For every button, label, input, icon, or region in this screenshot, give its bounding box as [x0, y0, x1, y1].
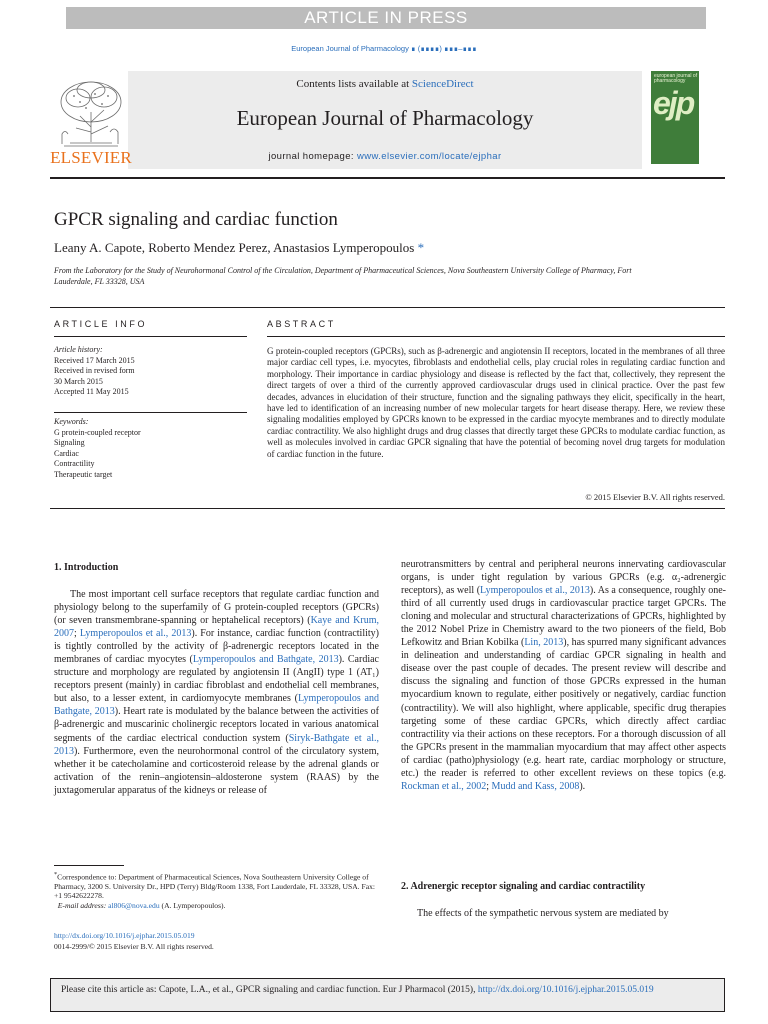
history-item: Received in revised form [54, 366, 135, 376]
citation-link[interactable]: Kaye and Krum, 2007 [54, 615, 379, 640]
section-heading: 2. Adrenergic receptor signaling and cardiac contractility [401, 881, 646, 892]
citation-link[interactable]: Siryk-Bathgate et al., 2013 [54, 732, 379, 757]
abstract-rule [267, 336, 725, 337]
header-rule [50, 177, 725, 179]
citation-link[interactable]: Rockman et al., 2002 [401, 780, 487, 792]
history-item: 30 March 2015 [54, 376, 103, 386]
doi-link[interactable]: http://dx.doi.org/10.1016/j.ejphar.2015.05.019 [54, 931, 195, 940]
article-title: GPCR signaling and cardiac function [54, 209, 338, 230]
journal-reference: European Journal of Pharmacology ∎ (∎∎∎∎) ∎∎∎–∎∎∎ [291, 44, 477, 53]
abstract-text: G protein-coupled receptors (GPCRs), such as β-adrenergic and angiotensin II receptors, located in the membranes of all three major cardiac cell types, i.e. myocytes, fibroblasts and endothelial cells, play crucial roles in regulating cardiac function and morphology. Their importance in cardiac physiology and disease is reflected by the fact that, collectively, they represent the direct targets of over a third of the currently approved cardiovascular drugs used in clinical practice. Over the past few decades, advances in elucidation of their structure, function and the signaling pathways they elicit, specifically in the heart, have led to identification of an increasing number of new molecular targets for heart disease therapy. Here, we review these signaling modalities employed by GPCRs known to be expressed in the cardiac myocyte membranes and to directly modulate cardiac contractility. We also highlight drugs and drug classes that directly target these GPCRs to modulate cardiac function, as well as molecules involved in cardiac GPCR signaling that have the potential of becoming novel drug targets for modulation of cardiac function in the future. [267, 346, 725, 459]
section-heading: 1. Introduction [54, 562, 119, 573]
cover-title: european journal of pharmacology [654, 73, 698, 84]
affiliation: From the Laboratory for the Study of Neurohormonal Control of the Circulation, Department of Pharmaceutical Sciences, Nova Southeastern University College of Pharmacy, Fort Lauderdale, FL 33328, USA [54, 266, 632, 286]
citation-box [50, 978, 725, 1012]
elsevier-logo-text: ELSEVIER [50, 148, 132, 167]
section2-paragraph: The effects of the sympathetic nervous system are mediated by [417, 908, 669, 919]
journal-cover-thumbnail [651, 71, 699, 164]
doi-block [54, 931, 214, 952]
citation-link[interactable]: Lymperopoulos and Bathgate, 2013 [54, 693, 379, 718]
email-suffix: (A. Lymperopoulos). [159, 900, 226, 910]
body-text: ). For instance, cardiac function (contractility) is tightly controlled by the activity of β-adrenergic receptors located in the membranes of cardiac myocytes ( [54, 628, 379, 666]
body-text: neurotransmitters by central and peripheral neurons innervating cardiovascular organs, is under tight regulation by various GPCRs (e.g. α₂-adrenergic receptors), as well ( [401, 559, 726, 597]
sciencedirect-link[interactable]: ScienceDirect [411, 78, 474, 90]
journal-homepage [128, 151, 642, 162]
keyword: G protein-coupled receptor [54, 427, 141, 437]
body-text: ). As a consequence, roughly one-third of all currently used drugs in cardiovascular practice target GPCRs. The cloning and molecular and structural characterizations of GPCRs, highlighted by the 2012 Nobel Prize in Chemistry award to the two pioneers of the field, Bob Lefkowitz and Brian Kobilka ( [401, 585, 726, 649]
journal-title: European Journal of Pharmacology [236, 106, 534, 130]
citation-text: Please cite this article as: Capote, L.A., et al., GPCR signaling and cardiac function. Eur J Pharmacol (2015), [61, 985, 478, 995]
email-link[interactable]: al806@nova.edu [108, 900, 160, 910]
correspondence-footnote [54, 870, 384, 910]
body-text: ). Heart rate is modulated by the balance between the activities of β-adrenergic and muscarinic cholinergic receptors located in various anatomical segments of the cardiac electrical conduction system ( [54, 706, 379, 744]
body-column-left [54, 588, 379, 797]
abstract-bottom-rule [50, 508, 725, 509]
author-list [54, 240, 424, 256]
homepage-prefix: journal homepage: [268, 151, 357, 162]
front-matter-rule [50, 307, 725, 308]
abstract-heading: ABSTRACT [267, 319, 336, 329]
keyword: Therapeutic target [54, 469, 113, 479]
homepage-link[interactable]: www.elsevier.com/locate/ejphar [357, 151, 502, 162]
contents-line [128, 78, 642, 90]
body-text: ). Furthermore, even the neurohormonal control of the circulatory system, whether it be catecholamine and corticosteroid release by the adrenal glands or activation of the renin–angiotensin–aldosterone system (RAAS) by the juxtagomerular apparatus of the kidneys or release of [54, 745, 379, 796]
history-item: Accepted 11 May 2015 [54, 387, 129, 397]
history-label: Article history: [54, 345, 103, 354]
keywords-label: Keywords: [54, 417, 89, 426]
intro-paragraph-continued [401, 558, 726, 793]
contents-prefix: Contents lists available at [296, 78, 412, 90]
citation-doi-link[interactable]: http://dx.doi.org/10.1016/j.ejphar.2015.05.019 [477, 985, 654, 995]
body-text: ; [74, 628, 80, 640]
citation-link[interactable]: Lin, 2013 [524, 637, 564, 649]
intro-paragraph [54, 588, 379, 797]
body-text: ; [486, 780, 492, 792]
keyword: Cardiac [54, 448, 79, 458]
keyword: Signaling [54, 438, 85, 448]
history-item: Received 17 March 2015 [54, 355, 135, 365]
corresponding-author-mark[interactable]: * [417, 240, 425, 255]
article-in-press-banner: ARTICLE IN PRESS [66, 7, 706, 29]
citation-link[interactable]: Lymperopoulos et al., 2013 [480, 585, 590, 597]
authors-text: Leany A. Capote, Roberto Mendez Perez, Anastasios Lymperopoulos [54, 240, 415, 255]
citation-link[interactable]: Lymperopoulos et al., 2013 [79, 628, 192, 640]
keyword: Contractility [54, 459, 95, 469]
article-history [54, 345, 244, 398]
correspondence-text: Correspondence to: Department of Pharmaceutical Sciences, Nova Southeastern University College of Pharmacy, 3200 S. University Dr., HPD (Terry) Bldg/Room 1338, Fort Lauderdale, FL 33328, USA. Fax: +1 9542622278. [54, 872, 375, 901]
abstract-copyright: © 2015 Elsevier B.V. All rights reserved. [585, 492, 725, 502]
email-label: E-mail address: [57, 900, 107, 910]
article-info-heading: ARTICLE INFO [54, 319, 148, 329]
footnote-mark: * [54, 871, 58, 878]
footnote-rule [54, 865, 124, 866]
body-text: The most important cell surface receptors that regulate cardiac function and physiology belong to the superfamily of G protein-coupled receptors (GPCRs) (or seven transmembrane-spanning or heptahelical receptors) ( [54, 589, 379, 627]
keywords-rule [54, 412, 247, 413]
citation-link[interactable]: Lymperopoulos and Bathgate, 2013 [192, 654, 339, 666]
body-text: ), has spurred many significant advances in delineation and understanding of cardiac GPCR signaling in health and disease over the past couple of decades. The present review will describe and discuss the signaling and function of those GPCRs expressed in the human myocardium known to regulate, either positively or negatively, cardiac function (contractility). We will also highlight, where applicable, specific drug therapies targeting some of these cardiac GPCRs, which directly affect cardiac contractility via their actions on these receptors. For a thorough discussion of all the GPCRs present in the mammalian myocardium that may affect other aspects of cardiac (patho)physiology (e.g. heart rate, cardiac morphology or structure, etc.) the reader is referred to other excellent reviews on these topics (e.g. [401, 637, 726, 779]
body-text: ). [579, 780, 586, 792]
citation-link[interactable]: Mudd and Kass, 2008 [491, 780, 580, 792]
section2-text [401, 907, 726, 920]
issn-line: 0014-2999/© 2015 Elsevier B.V. All rights reserved. [54, 941, 214, 951]
keywords [54, 417, 244, 481]
cover-mark: ejp [653, 85, 694, 121]
article-info-rule [54, 336, 247, 337]
body-text: ). Cardiac structure and morphology are regulated by angiotensin II (AngII) type 1 (AT₁) receptors present (mainly) in cardiac fibroblast and endothelial cell membranes, but also, to a lesser extent, in cardiomyocyte membranes ( [54, 654, 379, 705]
body-column-right [401, 558, 726, 793]
